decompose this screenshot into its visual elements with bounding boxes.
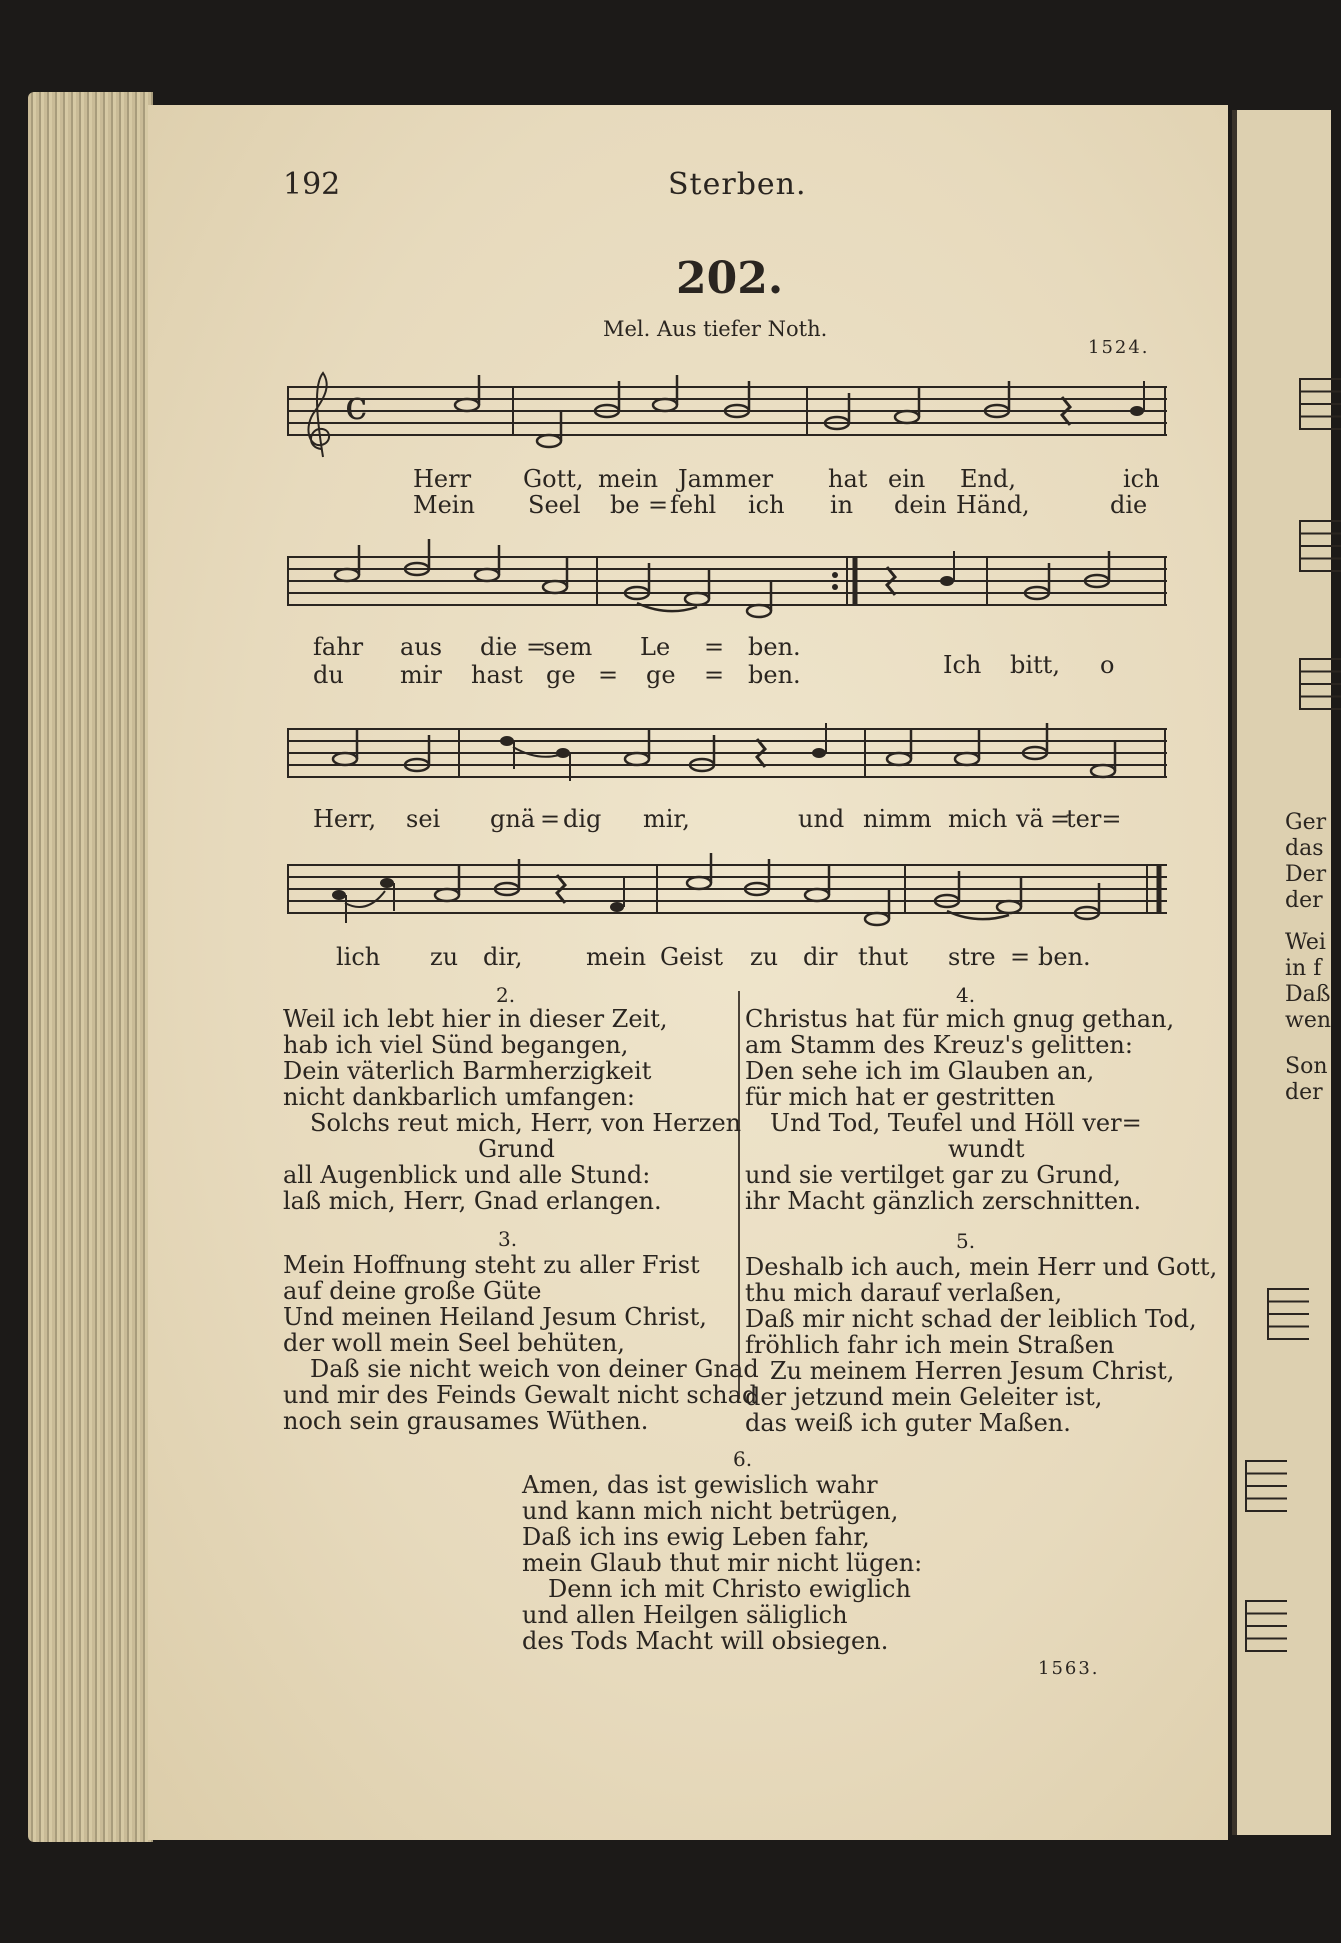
lyric: ich [1123,465,1160,493]
lyric: die [1110,491,1148,519]
verse-line: der woll mein Seel behüten, [283,1329,625,1357]
facing-word: Wei [1285,930,1326,955]
verse-line: nicht dankbarlich umfangen: [283,1083,635,1111]
hymnal-page [148,105,1228,1840]
lyric: Herr, [313,805,377,833]
lyric: ich [748,491,785,519]
lyric: = [1050,805,1071,833]
verse-line: Denn ich mit Christo ewiglich [548,1575,911,1603]
verse-line: noch sein grausames Wüthen. [283,1407,649,1435]
facing-word: der [1285,888,1323,913]
facing-staff [1267,1288,1309,1340]
lyric: zu [750,943,779,971]
lyric: = [648,491,669,519]
lyric: die [480,633,518,661]
verse-line: fröhlich fahr ich mein Straßen [745,1331,1115,1359]
text-year: 1563. [1038,1658,1100,1679]
lyric: stre [948,943,996,971]
lyric: Händ, [956,491,1030,519]
lyric: ben. [748,661,801,689]
staff-3-notation [287,709,1167,799]
verse-line: und mir des Feinds Gewalt nicht schad [283,1381,758,1409]
column-divider [738,991,740,1399]
facing-word: Son [1285,1054,1328,1079]
lyric: du [313,661,344,689]
lyric: = [704,633,725,661]
svg-text:c: c [345,383,368,429]
verse-line: Den sehe ich im Glauben an, [745,1057,1095,1085]
lyric: sei [406,805,441,833]
verse-line: Grund [478,1135,555,1163]
verse-number: 2. [496,983,516,1007]
lyric: ge [646,661,676,689]
facing-word: wen [1285,1008,1332,1033]
verse-line: Christus hat für mich gnug gethan, [745,1005,1175,1033]
lyric: mein [586,943,647,971]
book-page-edges [28,92,153,1842]
verse-line: Und Tod, Teufel und Höll ver= [770,1109,1142,1137]
lyric: dir [803,943,838,971]
verse-line: und allen Heilgen säliglich [522,1601,848,1629]
facing-staff [1299,520,1341,572]
lyric: o [1100,651,1115,679]
lyric: hast [471,661,523,689]
lyric: sem [543,633,593,661]
verse-line: all Augenblick und alle Stund: [283,1161,651,1189]
verse-line: das weiß ich guter Maßen. [745,1409,1071,1437]
lyric: Mein [413,491,475,519]
facing-word: Ger [1285,810,1327,835]
running-head: Sterben. [668,167,807,202]
lyric: hat [828,465,868,493]
lyric: dig [563,805,602,833]
lyric: gnä [490,805,536,833]
lyric: = [540,805,561,833]
verse-number: 6. [733,1447,753,1471]
lyric: End, [960,465,1016,493]
verse-line: Dein väterlich Barmherzigkeit [283,1057,652,1085]
lyric: thut [858,943,909,971]
facing-word: Daß [1285,982,1331,1007]
lyric: = [598,661,619,689]
music-staff-3 [287,709,1167,779]
verse-number: 4. [956,983,976,1007]
facing-staff [1299,378,1341,430]
verse-line: Daß mir nicht schad der leiblich Tod, [745,1305,1197,1333]
facing-word: das [1285,836,1324,861]
lyric: be [610,491,640,519]
verse-line: und kann mich nicht betrügen, [522,1497,899,1525]
verse-line: Amen, das ist gewislich wahr [522,1471,878,1499]
lyric: und [798,805,845,833]
lyric: nimm [863,805,932,833]
page-number: 192 [283,167,341,202]
facing-word: der [1285,1080,1323,1105]
verse-line: des Tods Macht will obsiegen. [522,1627,889,1655]
lyric: Jammer [678,465,774,493]
verse-line: thu mich darauf verlaßen, [745,1279,1063,1307]
lyric: Le [640,633,671,661]
staff-4-notation [287,845,1167,935]
verse-line: Daß ich ins ewig Leben fahr, [522,1523,870,1551]
verse-line: Daß sie nicht weich von deiner Gnad [310,1355,759,1383]
lyric: mich [948,805,1008,833]
lyric: Ich [943,651,982,679]
lyric: ge [546,661,576,689]
hymn-number: 202. [676,253,784,304]
lyric: Seel [528,491,581,519]
verse-line: laß mich, Herr, Gnad erlangen. [283,1187,662,1215]
music-staff-1 [287,367,1167,437]
lyric: dir, [483,943,523,971]
verse-line: auf deine große Güte [283,1277,542,1305]
lyric: fahr [313,633,364,661]
verse-number: 5. [956,1229,976,1253]
lyric: ein [888,465,926,493]
lyric: = [1010,943,1031,971]
lyric: = [526,633,547,661]
lyric: mein [598,465,659,493]
lyric: bitt, [1010,651,1060,679]
staff-1-notation [287,367,1167,457]
verse-line: am Stamm des Kreuz's gelitten: [745,1031,1133,1059]
facing-word: Der [1285,862,1327,887]
verse-line: hab ich viel Sünd begangen, [283,1031,629,1059]
lyric: ben. [1038,943,1091,971]
lyric: in [830,491,854,519]
music-staff-2 [287,537,1167,607]
lyric: ter= [1066,805,1122,833]
facing-word: in f [1285,956,1322,981]
verse-line: Und meinen Heiland Jesum Christ, [283,1303,707,1331]
lyric: Geist [660,943,724,971]
lyric: dein [894,491,947,519]
lyric: ben. [748,633,801,661]
lyric: mir [400,661,442,689]
lyric: Gott, [523,465,584,493]
verse-line: und sie vertilget gar zu Grund, [745,1161,1121,1189]
lyric: Herr [413,465,472,493]
verse-line: Weil ich lebt hier in dieser Zeit, [283,1005,668,1033]
lyric: fehl [670,491,717,519]
verse-line: der jetzund mein Geleiter ist, [745,1383,1103,1411]
verse-line: Zu meinem Herren Jesum Christ, [770,1357,1175,1385]
lyric: aus [400,633,443,661]
verse-line: mein Glaub thut mir nicht lügen: [522,1549,923,1577]
lyric: = [704,661,725,689]
lyric: zu [430,943,459,971]
lyric: lich [336,943,381,971]
facing-staff [1245,1600,1287,1652]
facing-staff [1299,658,1341,710]
verse-line: wundt [948,1135,1025,1163]
melody-reference: Mel. Aus tiefer Noth. [603,317,828,341]
verse-line: Deshalb ich auch, mein Herr und Gott, [745,1253,1218,1281]
verse-line: ihr Macht gänzlich zerschnitten. [745,1187,1142,1215]
verse-number: 3. [498,1227,518,1251]
facing-staff [1245,1460,1287,1512]
music-staff-4 [287,845,1167,915]
melody-year: 1524. [1088,337,1150,358]
verse-line: für mich hat er gestritten [745,1083,1056,1111]
lyric: mir, [643,805,690,833]
staff-2-notation [287,537,1167,627]
lyric: vä [1016,805,1044,833]
verse-line: Solchs reut mich, Herr, von Herzen [310,1109,742,1137]
facing-page [1232,110,1331,1835]
verse-line: Mein Hoffnung steht zu aller Frist [283,1251,700,1279]
